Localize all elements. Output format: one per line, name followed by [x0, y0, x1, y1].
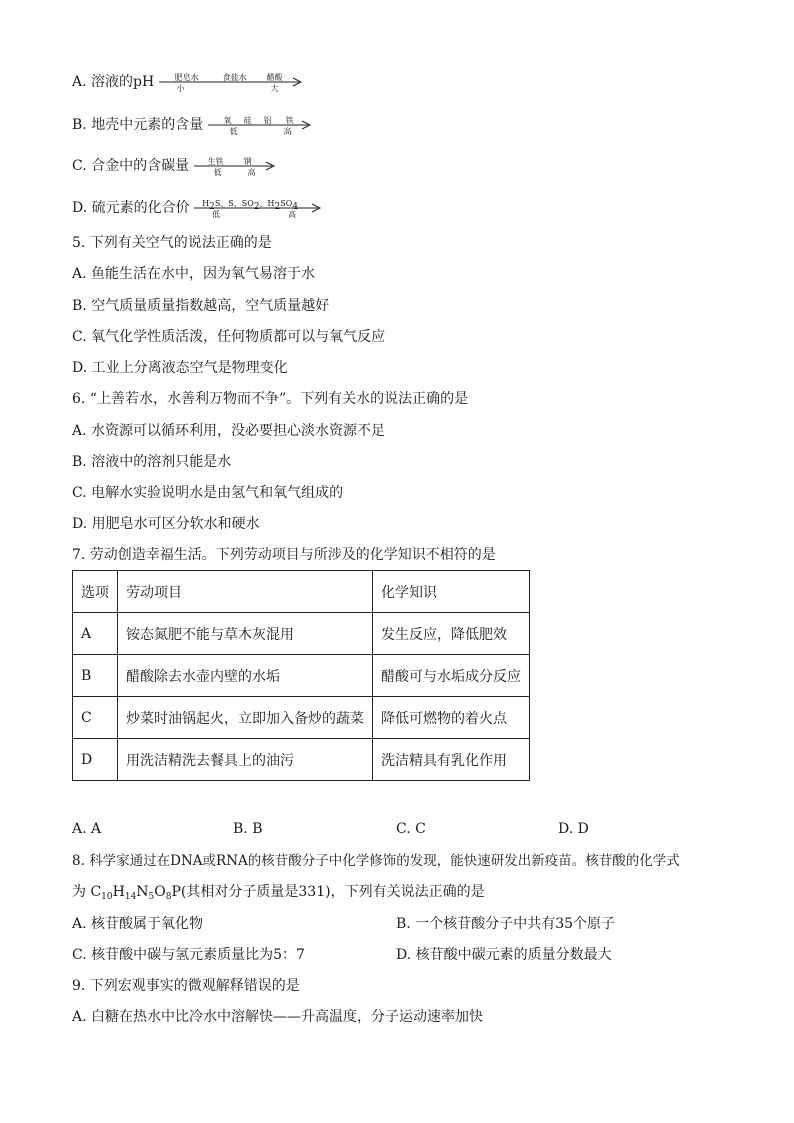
- q8-option-c: C. 核苷酸中碳与氢元素质量比为5：7: [72, 947, 305, 963]
- table-cell: 炒菜时油锅起火，立即加入备炒的蔬菜: [118, 697, 373, 739]
- q6-option-b: B. 溶液中的溶剂只能是水: [72, 454, 232, 470]
- q8-option-a: A. 核苷酸属于氧化物: [72, 916, 204, 932]
- q9-option-a: A. 白糖在热水中比冷水中溶解快——升高温度，分子运动速率加快: [72, 1009, 484, 1025]
- q5-stem: 5. 下列有关空气的说法正确的是: [72, 235, 272, 251]
- q4-option-b-arrow: 氧 硅 铝 铁 低 高: [208, 116, 312, 134]
- q5-option-d: D. 工业上分离液态空气是物理变化: [72, 360, 288, 376]
- q8-option-b: B. 一个核苷酸分子中共有35个原子: [396, 916, 616, 932]
- table-cell: D: [73, 739, 118, 781]
- q4-option-c-label: C. 合金中的含碳量: [72, 158, 190, 174]
- q8-stem-line2: 为 $C_{10}H_{14}N_5O_8P$(其相对分子质量是331)，下列有关说法正确的是: [72, 884, 485, 902]
- q9-stem: 9. 下列宏观事实的微观解释错误的是: [72, 978, 300, 994]
- q7-answer-d: D. D: [558, 821, 589, 837]
- q6-option-d: D. 用肥皂水可区分软水和硬水: [72, 516, 260, 532]
- q5-option-b: B. 空气质量质量指数越高，空气质量越好: [72, 298, 330, 314]
- table-row: [73, 655, 530, 697]
- table-cell: 醋酸除去水壶内壁的水垢: [118, 655, 373, 697]
- table-cell: 发生反应，降低肥效: [373, 613, 530, 655]
- q4-option-c: [72, 157, 276, 175]
- table-cell: 降低可燃物的着火点: [373, 697, 530, 739]
- table-header-cell: 选项: [73, 571, 118, 613]
- arrow-right-icon: [208, 125, 312, 131]
- q8-stem-line1: 8. 科学家通过在DNA或RNA的核苷酸分子中化学修饰的发现，能快速研发出新疫苗。核苷酸的化学式: [72, 853, 680, 869]
- q4-option-a-label: A. 溶液的pH: [72, 74, 155, 90]
- q5-option-c: C. 氧气化学性质活泼，任何物质都可以与氧气反应: [72, 329, 386, 345]
- table-cell: 洗洁精具有乳化作用: [373, 739, 530, 781]
- table-cell: 醋酸可与水垢成分反应: [373, 655, 530, 697]
- q4-option-b-label: B. 地壳中元素的含量: [72, 117, 204, 133]
- q4-option-d-species: $H_2S$、S、$SO_2$、$H_2SO_4$: [202, 199, 299, 212]
- q6-option-a: A. 水资源可以循环利用，没必要担心淡水资源不足: [72, 423, 386, 439]
- q7-table: [72, 570, 530, 781]
- q4-option-b: [72, 116, 312, 134]
- q6-stem: 6. “上善若水，水善利万物而不争”。下列有关水的说法正确的是: [72, 391, 469, 407]
- table-row: [73, 613, 530, 655]
- q7-stem: 7. 劳动创造幸福生活。下列劳动项目与所涉及的化学知识不相符的是: [72, 547, 496, 563]
- q4-option-d-arrow: $H_2S$、S、$SO_2$、$H_2SO_4$ 低 高: [194, 199, 322, 217]
- arrow-right-icon: [194, 166, 276, 172]
- q7-answer-a: A. A: [72, 821, 102, 837]
- q4-option-c-arrow: 生铁 钢 低 高: [194, 157, 276, 175]
- q7-answer-b: B. B: [233, 821, 263, 837]
- table-header-cell: 劳动项目: [118, 571, 373, 613]
- table-cell: 铵态氮肥不能与草木灰混用: [118, 613, 373, 655]
- q7-answer-c: C. C: [396, 821, 426, 837]
- q6-option-c: C. 电解水实验说明水是由氢气和氧气组成的: [72, 485, 344, 501]
- table-cell: 用洗洁精洗去餐具上的油污: [118, 739, 373, 781]
- table-header-row: [73, 571, 530, 613]
- table-header-cell: 化学知识: [373, 571, 530, 613]
- table-cell: A: [73, 613, 118, 655]
- table-cell: B: [73, 655, 118, 697]
- table-cell: C: [73, 697, 118, 739]
- table-row: [73, 739, 530, 781]
- q4-option-d: [72, 199, 322, 217]
- q4-option-a-arrow: 肥皂水 食盐水 醋酸 小 大: [159, 73, 304, 91]
- q5-option-a: A. 鱼能生活在水中，因为氧气易溶于水: [72, 266, 316, 282]
- table-row: [73, 697, 530, 739]
- q4-option-d-label: D. 硫元素的化合价: [72, 200, 190, 216]
- q8-option-d: D. 核苷酸中碳元素的质量分数最大: [396, 947, 612, 963]
- q4-option-a: [72, 73, 304, 91]
